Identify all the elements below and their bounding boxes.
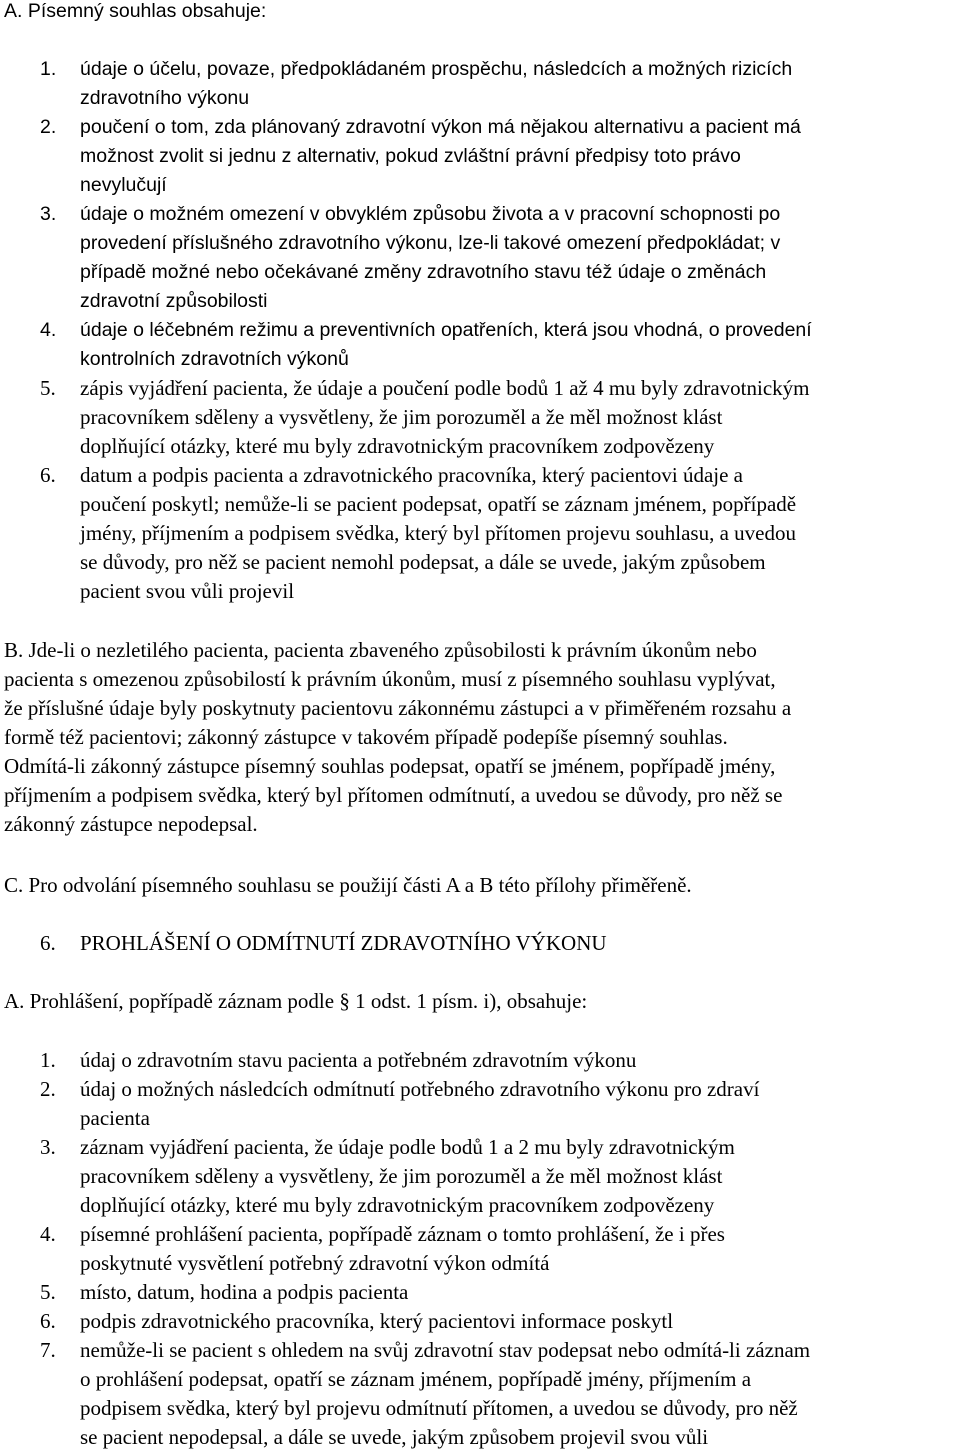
paragraph-line: že příslušné údaje byly poskytnuty pacientovu zákonnému zástupci a v přiměřeném rozsahu a <box>4 696 792 720</box>
list-item <box>0 1133 960 1220</box>
item-line: pacienta <box>80 1106 150 1130</box>
item-line: pacient svou vůli projevil <box>80 579 295 603</box>
item-number: 1. <box>40 1048 56 1072</box>
section-c-paragraph <box>4 871 958 900</box>
item-line: případě možné nebo očekávané změny zdravotního stavu též údaje o změnách <box>80 261 767 283</box>
consent-contents-list <box>0 55 960 606</box>
list-item <box>0 1278 960 1307</box>
item-line: zdravotního výkonu <box>80 87 250 109</box>
item-line: zápis vyjádření pacienta, že údaje a poučení podle bodů 1 až 4 mu byly zdravotnickým <box>80 376 810 400</box>
item-line: pracovníkem sděleny a vysvětleny, že jim porozuměl a že měl možnost klást <box>80 1164 723 1188</box>
list-item <box>0 200 960 316</box>
section-a2-heading: A. Prohlášení, popřípadě záznam podle § 1 odst. 1 písm. i), obsahuje: <box>4 989 588 1013</box>
item-number: 7. <box>40 1338 56 1362</box>
item-number: 1. <box>40 58 57 80</box>
paragraph-line: zákonný zástupce nepodepsal. <box>4 812 258 836</box>
paragraph-line: B. Jde-li o nezletilého pacienta, pacienta zbaveného způsobilosti k právním úkonům nebo <box>4 638 757 662</box>
list-item <box>0 316 960 374</box>
item-number: 6. <box>40 1309 56 1333</box>
item-number: 3. <box>40 203 57 225</box>
paragraph-line: C. Pro odvolání písemného souhlasu se použijí části A a B této přílohy přiměřeně. <box>4 873 692 897</box>
paragraph-line: pacienta s omezenou způsobilostí k právním úkonům, musí z písemného souhlasu vyplývat, <box>4 667 776 691</box>
list-item <box>0 461 960 606</box>
item-number: 4. <box>40 319 57 341</box>
item-number: 3. <box>40 1135 56 1159</box>
item-number: 2. <box>40 116 57 138</box>
item-line: poučení o tom, zda plánovaný zdravotní výkon má nějakou alternativu a pacient má <box>80 116 801 138</box>
section-number: 6. <box>40 931 56 955</box>
item-line: místo, datum, hodina a podpis pacienta <box>80 1280 409 1304</box>
paragraph-line: formě též pacientovi; zákonný zástupce v takovém případě podepíše písemný souhlas. <box>4 725 728 749</box>
item-line: poučení poskytl; nemůže-li se pacient podepsat, opatří se záznam jménem, popřípadě <box>80 492 797 516</box>
item-line: údaj o možných následcích odmítnutí potřebného zdravotního výkonu pro zdraví <box>80 1077 760 1101</box>
item-line: písemné prohlášení pacienta, popřípadě záznam o tomto prohlášení, že i přes <box>80 1222 725 1246</box>
item-line: jmény, příjmením a podpisem svědka, který byl přítomen projevu souhlasu, a uvedou <box>80 521 796 545</box>
item-line: údaje o léčebném režimu a preventivních opatřeních, která jsou vhodná, o provedení <box>80 319 812 341</box>
item-line: možnost zvolit si jednu z alternativ, pokud zvláštní právní předpisy toto právo <box>80 145 741 167</box>
item-line: kontrolních zdravotních výkonů <box>80 348 349 370</box>
item-line: nevylučují <box>80 174 167 196</box>
item-line: provedení příslušného zdravotního výkonu, lze-li takové omezení předpokládat; v <box>80 232 781 254</box>
list-item <box>0 1220 960 1278</box>
list-item <box>0 55 960 113</box>
list-item <box>0 113 960 200</box>
section-6-heading <box>40 929 607 958</box>
item-line: nemůže-li se pacient s ohledem na svůj zdravotní stav podepsat nebo odmítá-li záznam <box>80 1338 811 1362</box>
item-line: údaje o účelu, povaze, předpokládaném prospěchu, následcích a možných rizicích <box>80 58 793 80</box>
item-line: se důvody, pro něž se pacient nemohl podepsat, a dále se uvede, jakým způsobem <box>80 550 766 574</box>
item-number: 5. <box>40 1280 56 1304</box>
list-item <box>0 374 960 461</box>
paragraph-line: příjmením a podpisem svědka, který byl přítomen odmítnutí, a uvedou se důvody, pro něž se <box>4 783 783 807</box>
list-item <box>0 1307 960 1336</box>
item-line: údaj o zdravotním stavu pacienta a potřebném zdravotním výkonu <box>80 1048 637 1072</box>
list-item <box>0 1075 960 1133</box>
list-item <box>0 1336 960 1452</box>
item-line: záznam vyjádření pacienta, že údaje podle bodů 1 a 2 mu byly zdravotnickým <box>80 1135 735 1159</box>
item-line: doplňující otázky, které mu byly zdravotnickým pracovníkem zodpovězeny <box>80 1193 715 1217</box>
item-number: 2. <box>40 1077 56 1101</box>
item-line: poskytnuté vysvětlení potřebný zdravotní výkon odmítá <box>80 1251 550 1275</box>
item-line: podpis zdravotnického pracovníka, který pacientovi informace poskytl <box>80 1309 674 1333</box>
item-line: podpisem svědka, který byl projevu odmítnutí přítomen, a uvedou se důvody, pro něž <box>80 1396 798 1420</box>
item-number: 5. <box>40 376 56 400</box>
section-title: PROHLÁŠENÍ O ODMÍTNUTÍ ZDRAVOTNÍHO VÝKONU <box>80 931 607 955</box>
item-line: se pacient nepodepsal, a dále se uvede, jakým způsobem projevil svou vůli <box>80 1425 709 1449</box>
item-line: doplňující otázky, které mu byly zdravotnickým pracovníkem zodpovězeny <box>80 434 715 458</box>
section-b-paragraph <box>4 636 958 839</box>
item-line: o prohlášení podepsat, opatří se záznam jménem, popřípadě jmény, příjmením a <box>80 1367 752 1391</box>
item-line: údaje o možném omezení v obvyklém způsobu života a v pracovní schopnosti po <box>80 203 781 225</box>
item-line: zdravotní způsobilosti <box>80 290 268 312</box>
item-number: 4. <box>40 1222 56 1246</box>
list-item <box>0 1046 960 1075</box>
paragraph-line: Odmítá-li zákonný zástupce písemný souhlas podepsat, opatří se jménem, popřípadě jmény, <box>4 754 776 778</box>
section-a1-heading: A. Písemný souhlas obsahuje: <box>4 0 267 22</box>
item-line: pracovníkem sděleny a vysvětleny, že jim porozuměl a že měl možnost klást <box>80 405 723 429</box>
item-number: 6. <box>40 463 56 487</box>
refusal-contents-list <box>0 1046 960 1452</box>
item-line: datum a podpis pacienta a zdravotnického pracovníka, který pacientovi údaje a <box>80 463 743 487</box>
